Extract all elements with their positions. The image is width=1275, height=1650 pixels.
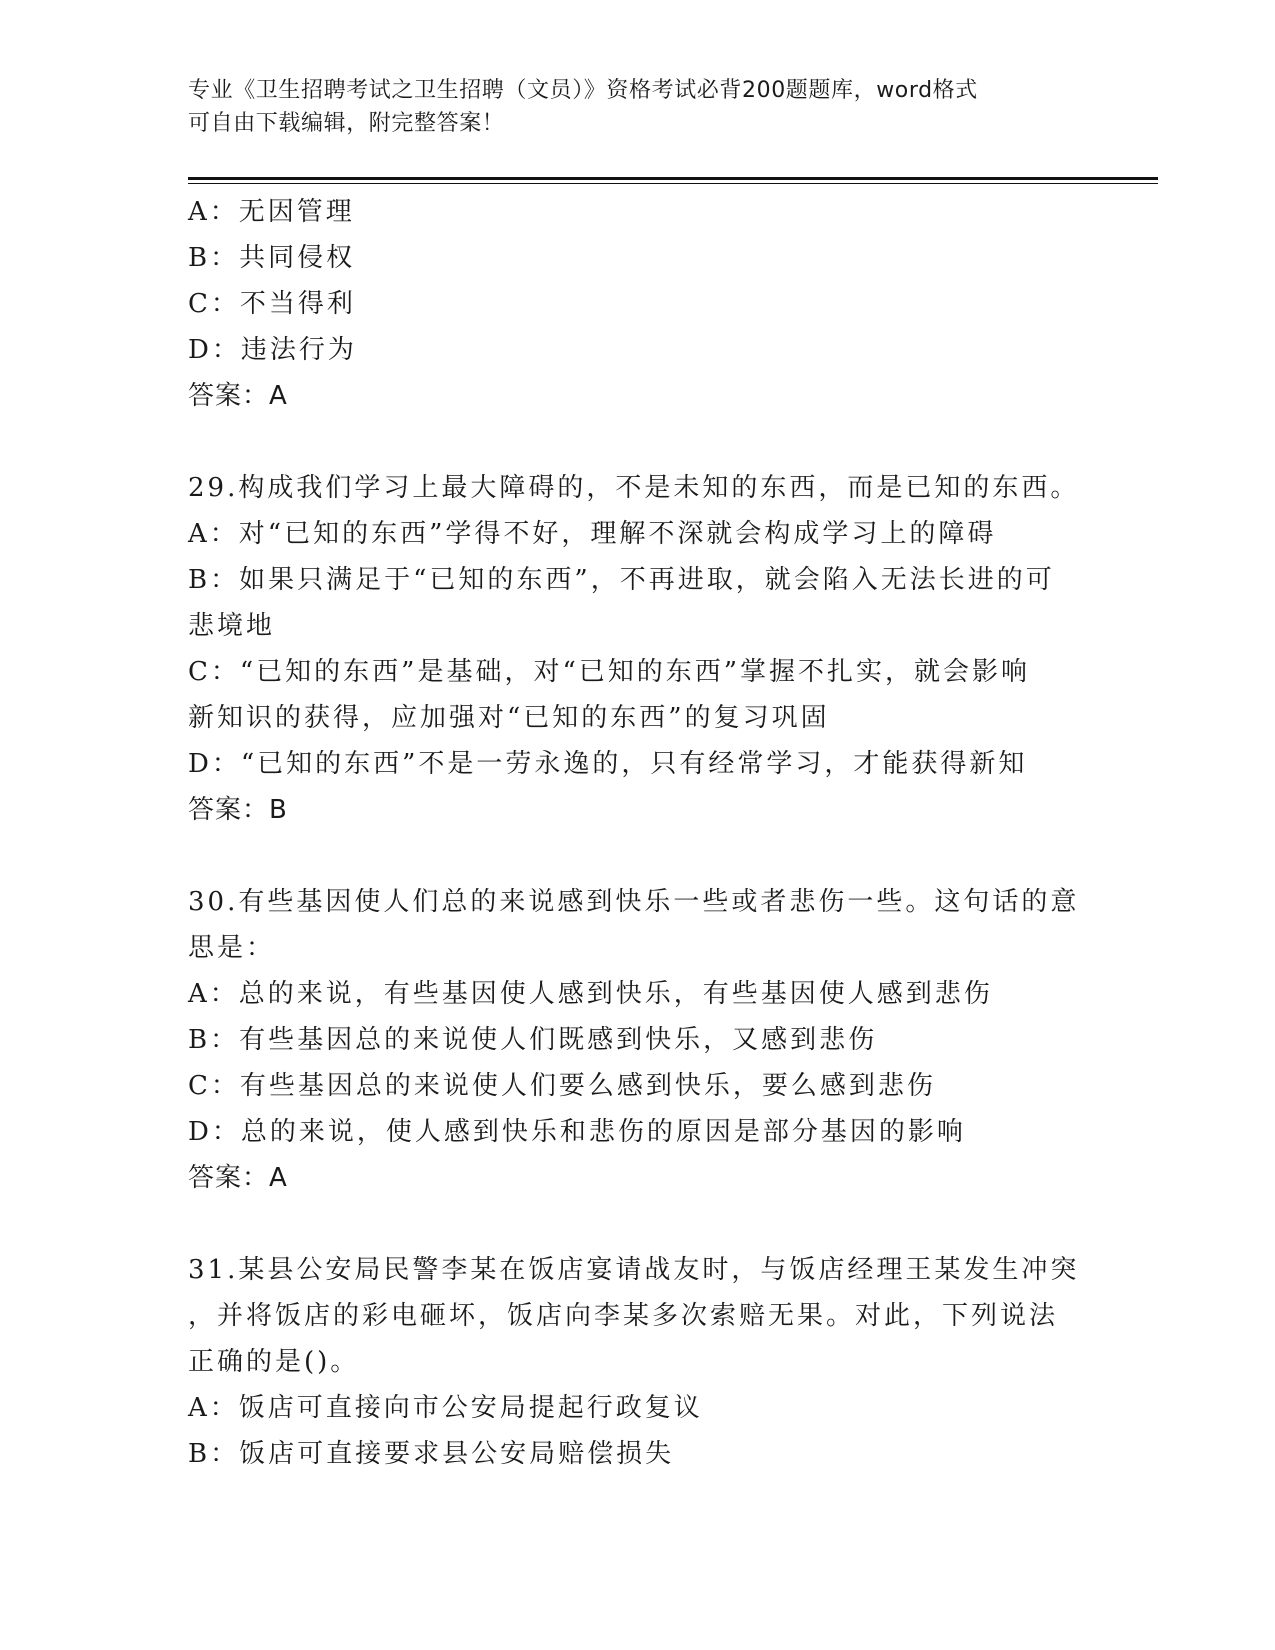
option-a: A：对“已知的东西”学得不好，理解不深就会构成学习上的障碍 bbox=[188, 519, 997, 549]
question-stem-line-2: 思是： bbox=[188, 933, 276, 963]
option-b: B：饭店可直接要求县公安局赔偿损失 bbox=[188, 1439, 675, 1469]
question-stem-line-2: ，并将饭店的彩电砸坏，饭店向李某多次索赔无果。对此，下列说法 bbox=[188, 1301, 1059, 1331]
option-a: A：无因管理 bbox=[188, 197, 355, 227]
answer-line: 答案：A bbox=[188, 1163, 288, 1193]
document-header bbox=[188, 74, 1088, 140]
header-title-line-1: 专业《卫生招聘考试之卫生招聘（文员）》资格考试必背200题题库，word格式 bbox=[188, 78, 978, 103]
header-title-line-2: 可自由下载编辑，附完整答案！ bbox=[188, 111, 505, 136]
option-b-line-1: B：如果只满足于“已知的东西”，不再进取，就会陷入无法长进的可 bbox=[188, 565, 1055, 595]
spacer bbox=[188, 833, 1088, 879]
question-list bbox=[188, 189, 1088, 1477]
question-stem-line-1: 30.有些基因使人们总的来说感到快乐一些或者悲伤一些。这句话的意 bbox=[188, 887, 1080, 917]
question-stem-line-3: 正确的是()。 bbox=[188, 1347, 360, 1377]
option-b-line-2: 悲境地 bbox=[188, 611, 276, 641]
option-b: B：有些基因总的来说使人们既感到快乐，又感到悲伤 bbox=[188, 1025, 878, 1055]
spacer bbox=[188, 1201, 1088, 1247]
header-divider-thin bbox=[188, 183, 1158, 184]
question-29 bbox=[188, 465, 1088, 833]
question-30 bbox=[188, 879, 1088, 1201]
option-c: C：有些基因总的来说使人们要么感到快乐，要么感到悲伤 bbox=[188, 1071, 936, 1101]
option-a: A：总的来说，有些基因使人感到快乐，有些基因使人感到悲伤 bbox=[188, 979, 993, 1009]
question-31 bbox=[188, 1247, 1088, 1477]
option-d: D：总的来说，使人感到快乐和悲伤的原因是部分基因的影响 bbox=[188, 1117, 966, 1147]
option-d: D：“已知的东西”不是一劳永逸的，只有经常学习，才能获得新知 bbox=[188, 749, 1028, 779]
option-c: C：不当得利 bbox=[188, 289, 356, 319]
option-b: B：共同侵权 bbox=[188, 243, 356, 273]
option-c-line-2: 新知识的获得，应加强对“已知的东西”的复习巩固 bbox=[188, 703, 830, 733]
option-c-line-1: C：“已知的东西”是基础，对“已知的东西”掌握不扎实，就会影响 bbox=[188, 657, 1031, 687]
option-a: A：饭店可直接向市公安局提起行政复议 bbox=[188, 1393, 703, 1423]
question-stem: 29.构成我们学习上最大障碍的，不是未知的东西，而是已知的东西。 bbox=[188, 473, 1080, 503]
answer-line: 答案：A bbox=[188, 381, 288, 411]
option-d: D：违法行为 bbox=[188, 335, 357, 365]
answer-line: 答案：B bbox=[188, 795, 288, 825]
header-divider-thick bbox=[188, 177, 1158, 180]
question-28 bbox=[188, 189, 1088, 419]
question-stem-line-1: 31.某县公安局民警李某在饭店宴请战友时，与饭店经理王某发生冲突 bbox=[188, 1255, 1080, 1285]
spacer bbox=[188, 419, 1088, 465]
